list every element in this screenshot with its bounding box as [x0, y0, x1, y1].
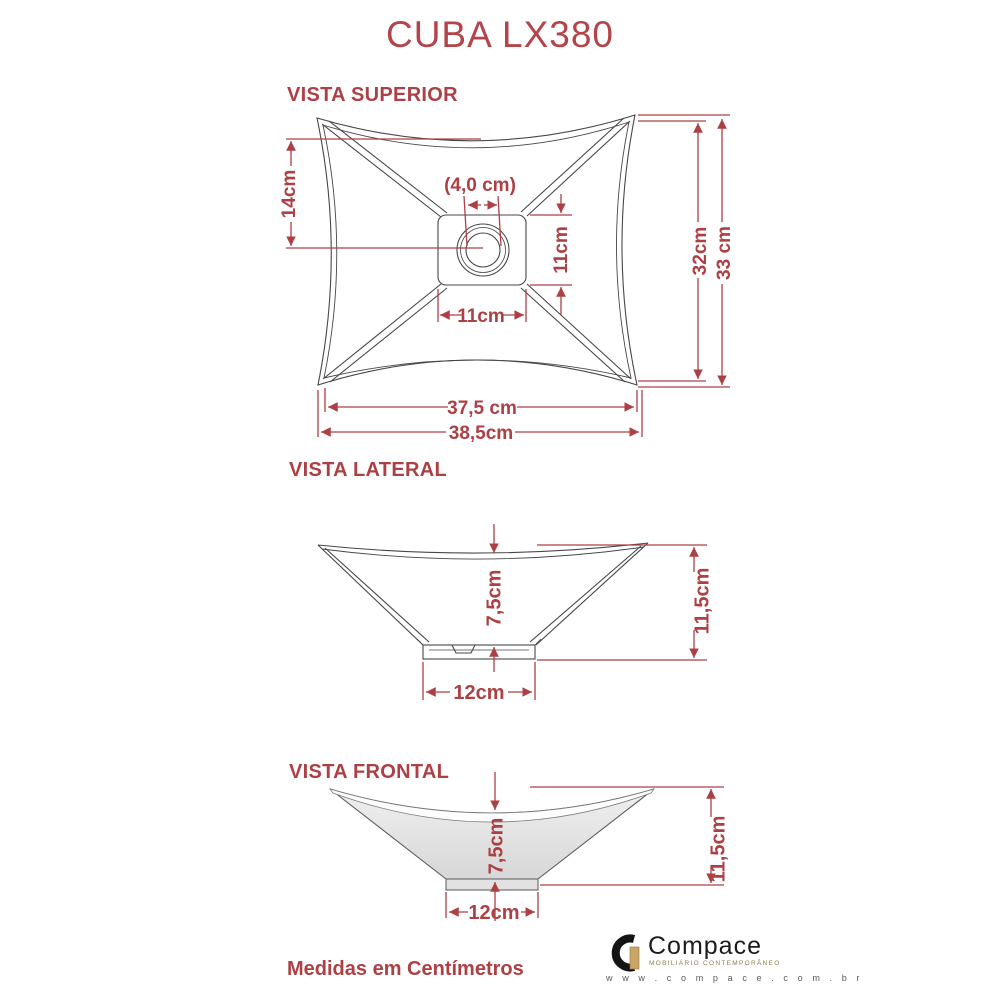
dim-lateral-12cm: 12cm	[453, 682, 505, 704]
compace-website: w w w . c o m p a c e . c o m . b r	[606, 973, 864, 983]
dim-frontal-11-5cm: 11,5cm	[707, 815, 730, 883]
dim-superior-37-5cm: 37,5 cm	[447, 398, 517, 419]
label-vista-superior: VISTA SUPERIOR	[287, 84, 458, 106]
dim-superior-11cm-horizontal: 11cm	[457, 306, 505, 327]
dim-superior-11cm-vertical: 11cm	[551, 226, 573, 274]
dim-lateral-11-5cm: 11,5cm	[691, 567, 714, 635]
page-title: CUBA LX380	[385, 14, 615, 55]
units-note: Medidas em Centímetros	[287, 958, 524, 980]
dim-superior-38-5cm: 38,5cm	[448, 423, 514, 444]
dim-superior-33cm: 33 cm	[714, 226, 736, 280]
dim-lateral-7-5cm: 7,5cm	[483, 569, 506, 627]
dim-superior-drain: (4,0 cm)	[444, 175, 516, 196]
compace-logo-name: Compace	[648, 932, 762, 960]
label-vista-frontal: VISTA FRONTAL	[289, 761, 450, 783]
compace-logo-tagline: MOBILIÁRIO CONTEMPORÂNEO	[649, 960, 781, 967]
compace-logo-icon	[604, 934, 650, 976]
dim-frontal-12cm: 12cm	[468, 902, 520, 924]
dim-superior-32cm: 32cm	[690, 226, 712, 276]
label-vista-lateral: VISTA LATERAL	[289, 459, 447, 481]
superior-view-outline	[317, 115, 637, 385]
compace-logo	[598, 930, 864, 990]
dim-superior-14cm: 14cm	[279, 169, 301, 219]
dim-frontal-7-5cm: 7,5cm	[485, 817, 508, 875]
